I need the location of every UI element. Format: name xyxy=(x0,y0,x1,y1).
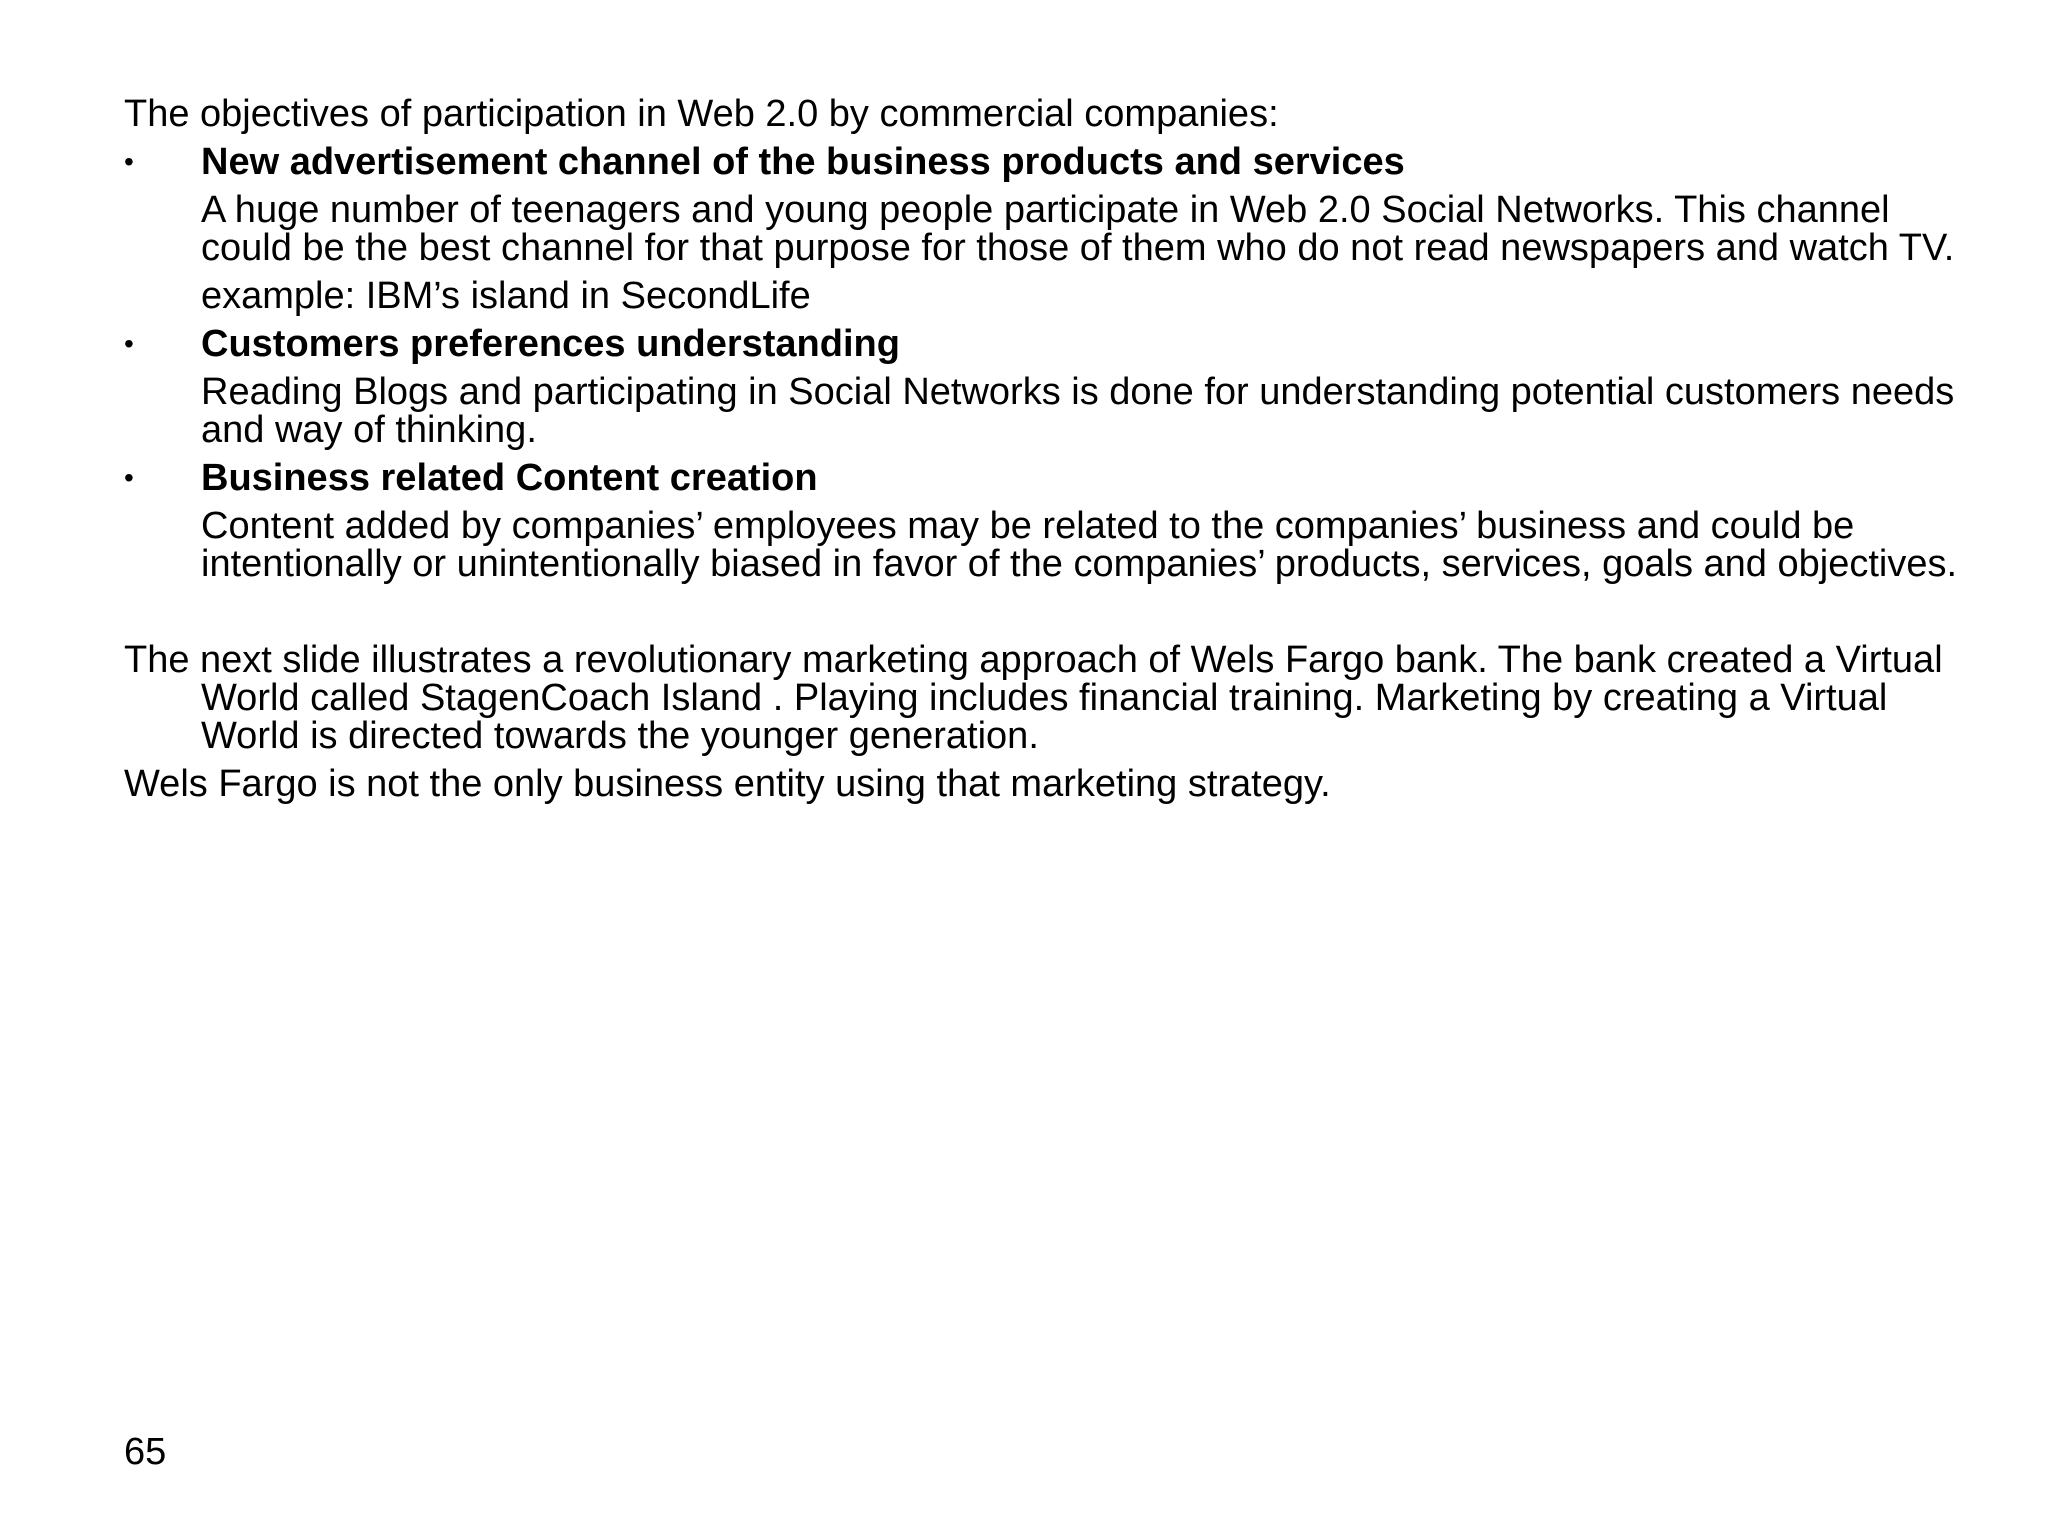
closing-paragraph: Wels Fargo is not the only business entity using that marketing strategy. xyxy=(124,763,1331,805)
bullet-title: Customers preferences understanding xyxy=(201,323,900,365)
bullet-item-advertisement xyxy=(124,143,1984,315)
bullet-icon: • xyxy=(124,462,134,493)
bullet-body: A huge number of teenagers and young people participate in Web 2.0 Social Networks. This channel could be the best channel for that purpose for those of them who do not read newspapers and watch TV. xyxy=(201,189,1955,269)
closing-paragraph: The next slide illustrates a revolutionary marketing approach of Wels Fargo bank. The bank created a Virtual World called StagenCoach Island . Playing includes financial training. Marketing by creating a Virtual World is directed towards the younger generation. xyxy=(124,639,1943,757)
slide-content xyxy=(124,95,1984,813)
bullet-example: example: IBM’s island in SecondLife xyxy=(201,275,811,317)
bullet-item-customers xyxy=(124,325,1984,449)
bullet-icon: • xyxy=(124,328,134,359)
bullet-item-content xyxy=(124,459,1984,583)
bullet-body: Reading Blogs and participating in Social Networks is done for understanding potential customers needs and way of thinking. xyxy=(201,371,1955,451)
page-number: 65 xyxy=(124,1431,167,1473)
bullet-icon: • xyxy=(124,146,134,177)
bullet-title: Business related Content creation xyxy=(201,457,818,499)
bullet-body: Content added by companies’ employees may be related to the companies’ business and could be intentionally or unintentionally biased in favor of the companies’ products, services, goals and objectives. xyxy=(201,505,1958,585)
bullet-title: New advertisement channel of the business products and services xyxy=(201,141,1405,183)
paragraph-spacer xyxy=(124,593,1984,641)
intro-text: The objectives of participation in Web 2.0 by commercial companies: xyxy=(124,93,1279,135)
